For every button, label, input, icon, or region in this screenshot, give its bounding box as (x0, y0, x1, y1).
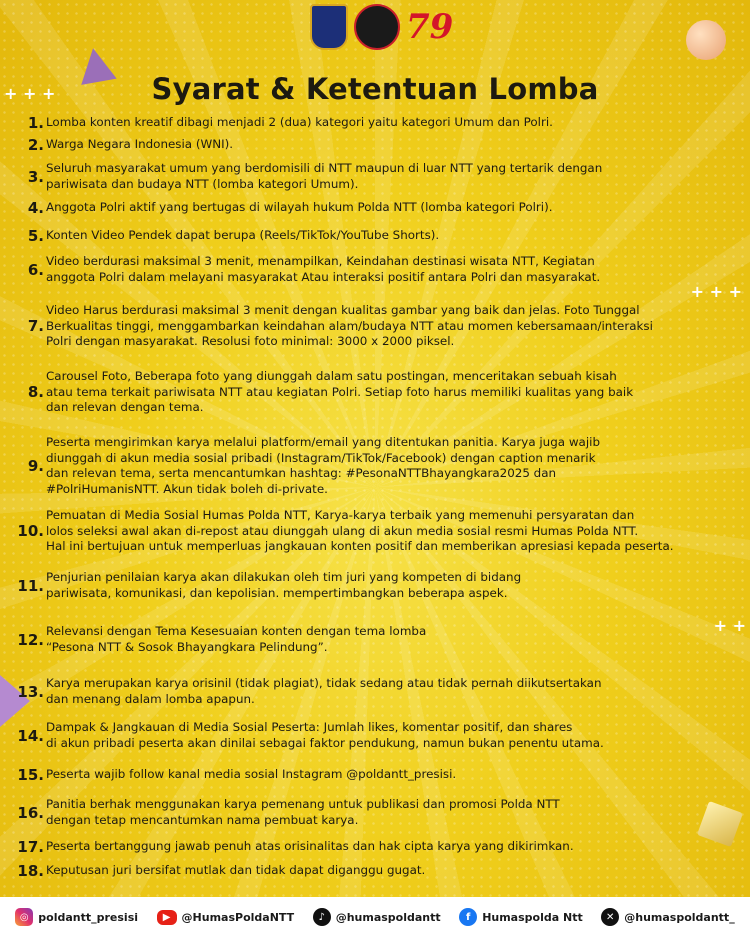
list-item (0, 624, 750, 655)
list-item (0, 838, 750, 856)
list-item (0, 570, 750, 601)
list-item (0, 136, 750, 154)
item-text: Pemuatan di Media Sosial Humas Polda NTT, Karya-karya terbaik yang memenuhi persyaratan dan lolos seleksi awal akan di-repost atau diunggah ulang di akun media sosial resmi Humas Polda NTT. Hal ini bertujuan untuk memperluas jangkauan konten positif dan memberikan apresiasi kepada peserta. (46, 508, 674, 553)
anniversary-logo (406, 6, 468, 48)
list-item (0, 303, 750, 350)
item-number: 11. (17, 576, 44, 595)
social-facebook[interactable] (459, 908, 583, 926)
decor-plus-icon: + + + (4, 84, 56, 103)
item-number: 7. (27, 317, 44, 336)
social-youtube[interactable] (157, 910, 295, 925)
item-text: Peserta mengirimkan karya melalui platform/email yang ditentukan panitia. Karya juga wajib diunggah di akun media sosial pribadi (Instagram/TikTok/Facebook) dengan caption menarik dan relevan tema, serta mencantumkan hashtag: #PesonaNTTBhayangkara2025 dan #PolriHumanisNTT. Akun tidak boleh di-private. (46, 435, 600, 496)
page-title: Syarat & Ketentuan Lomba (151, 72, 599, 106)
x-icon: ✕ (601, 908, 619, 926)
social-label: Humaspolda Ntt (482, 910, 583, 924)
item-number: 6. (27, 260, 44, 279)
item-text: Warga Negara Indonesia (WNI). (46, 137, 234, 152)
item-number: 12. (17, 630, 44, 649)
item-text: Penjurian penilaian karya akan dilakukan oleh tim juri yang kompeten di bidang pariwisata, komunikasi, dan kepolisian. mempertimbangkan beberapa aspek. (46, 570, 522, 600)
facebook-icon: f (459, 908, 477, 926)
list-item (0, 161, 750, 192)
item-text: Karya merupakan karya orisinil (tidak plagiat), tidak sedang atau tidak pernah diikutsertakan dan menang dalam lomba apapun. (46, 676, 602, 706)
item-text: Seluruh masyarakat umum yang berdomisili di NTT maupun di luar NTT yang tertarik dengan pariwisata dan budaya NTT (lomba kategori Umum). (46, 161, 603, 191)
item-number: 13. (17, 682, 44, 701)
youtube-icon: ▶ (157, 910, 177, 925)
item-text: Konten Video Pendek dapat berupa (Reels/TikTok/YouTube Shorts). (46, 228, 440, 243)
item-number: 9. (27, 457, 44, 475)
item-text: Relevansi dengan Tema Kesesuaian konten dengan tema lomba “Pesona NTT & Sosok Bhayangkara Pelindung”. (46, 624, 427, 654)
decor-sphere-icon (686, 20, 726, 60)
decor-plus-icon: + + + (690, 282, 742, 301)
list-item (0, 369, 750, 416)
social-label: @humaspoldantt_ (624, 910, 735, 924)
social-x[interactable] (601, 908, 734, 926)
anniversary-number: 79 (406, 7, 454, 47)
list-item (0, 435, 750, 497)
social-label: @humaspoldantt (335, 910, 441, 924)
list-item (0, 720, 750, 751)
decor-plus-icon: + + (713, 616, 746, 635)
list-item (0, 227, 750, 245)
item-number: 10. (17, 522, 44, 541)
list-item (0, 114, 750, 132)
item-text: Peserta wajib follow kanal media sosial Instagram @poldantt_presisi. (46, 767, 457, 782)
item-text: Peserta bertanggung jawab penuh atas orisinalitas dan hak cipta karya yang dikirimkan. (46, 839, 574, 854)
item-text: Video Harus berdurasi maksimal 3 menit dengan kualitas gambar yang baik dan jelas. Foto Tunggal Berkualitas tinggi, menggambarkan keindahan alam/budaya NTT atau momen kebersamaan/interaksi Polri dengan masyarakat. Resolusi foto minimal: 3000 x 2000 piksel. (46, 303, 653, 348)
item-number: 17. (17, 838, 44, 856)
list-item (0, 676, 750, 707)
list-item (0, 862, 750, 880)
instagram-icon: ◎ (15, 908, 33, 926)
item-number: 16. (17, 803, 44, 822)
item-number: 3. (27, 167, 44, 186)
item-text: Keputusan juri bersifat mutlak dan tidak dapat diganggu gugat. (46, 863, 426, 878)
item-number: 14. (17, 726, 44, 745)
item-number: 8. (27, 383, 44, 402)
list-item (0, 199, 750, 217)
social-tiktok[interactable] (313, 908, 441, 926)
header-logos (310, 4, 468, 50)
item-number: 4. (27, 199, 44, 217)
list-item (0, 797, 750, 828)
item-number: 2. (27, 136, 44, 154)
item-number: 18. (17, 862, 44, 880)
item-text: Dampak & Jangkauan di Media Sosial Peserta: Jumlah likes, komentar positif, dan shares di akun pribadi peserta akan dinilai sebagai faktor pendukung, namun bukan penentu utama. (46, 720, 604, 750)
list-item (0, 254, 750, 285)
item-text: Lomba konten kreatif dibagi menjadi 2 (dua) kategori yaitu kategori Umum dan Polri. (46, 115, 553, 130)
social-label: @HumasPoldaNTT (181, 910, 295, 924)
item-text: Video berdurasi maksimal 3 menit, menampilkan, Keindahan destinasi wisata NTT, Kegiatan anggota Polri dalam melayani masyarakat Atau interaksi positif antara Polri dan masyarakat. (46, 254, 601, 284)
social-label: poldantt_presisi (38, 910, 139, 924)
item-text: Carousel Foto, Beberapa foto yang diunggah dalam satu postingan, menceritakan sebuah kisah atau tema terkait pariwisata NTT atau kegiatan Polri. Setiap foto harus memiliki kualitas yang baik dan relevan dengan tema. (46, 369, 634, 414)
tiktok-icon: ♪ (313, 908, 331, 926)
item-number: 15. (17, 766, 44, 784)
social-instagram[interactable] (15, 908, 138, 926)
police-shield-logo (310, 4, 348, 50)
item-text: Panitia berhak menggunakan karya pemenang untuk publikasi dan promosi Polda NTT dengan tetap mencantumkan nama pembuat karya. (46, 797, 560, 827)
list-item (0, 766, 750, 784)
item-text: Anggota Polri aktif yang bertugas di wilayah hukum Polda NTT (lomba kategori Polri). (46, 200, 553, 215)
item-number: 1. (27, 114, 44, 132)
list-item (0, 508, 750, 555)
social-footer (0, 897, 750, 937)
item-number: 5. (27, 227, 44, 245)
humas-round-logo (354, 4, 400, 50)
